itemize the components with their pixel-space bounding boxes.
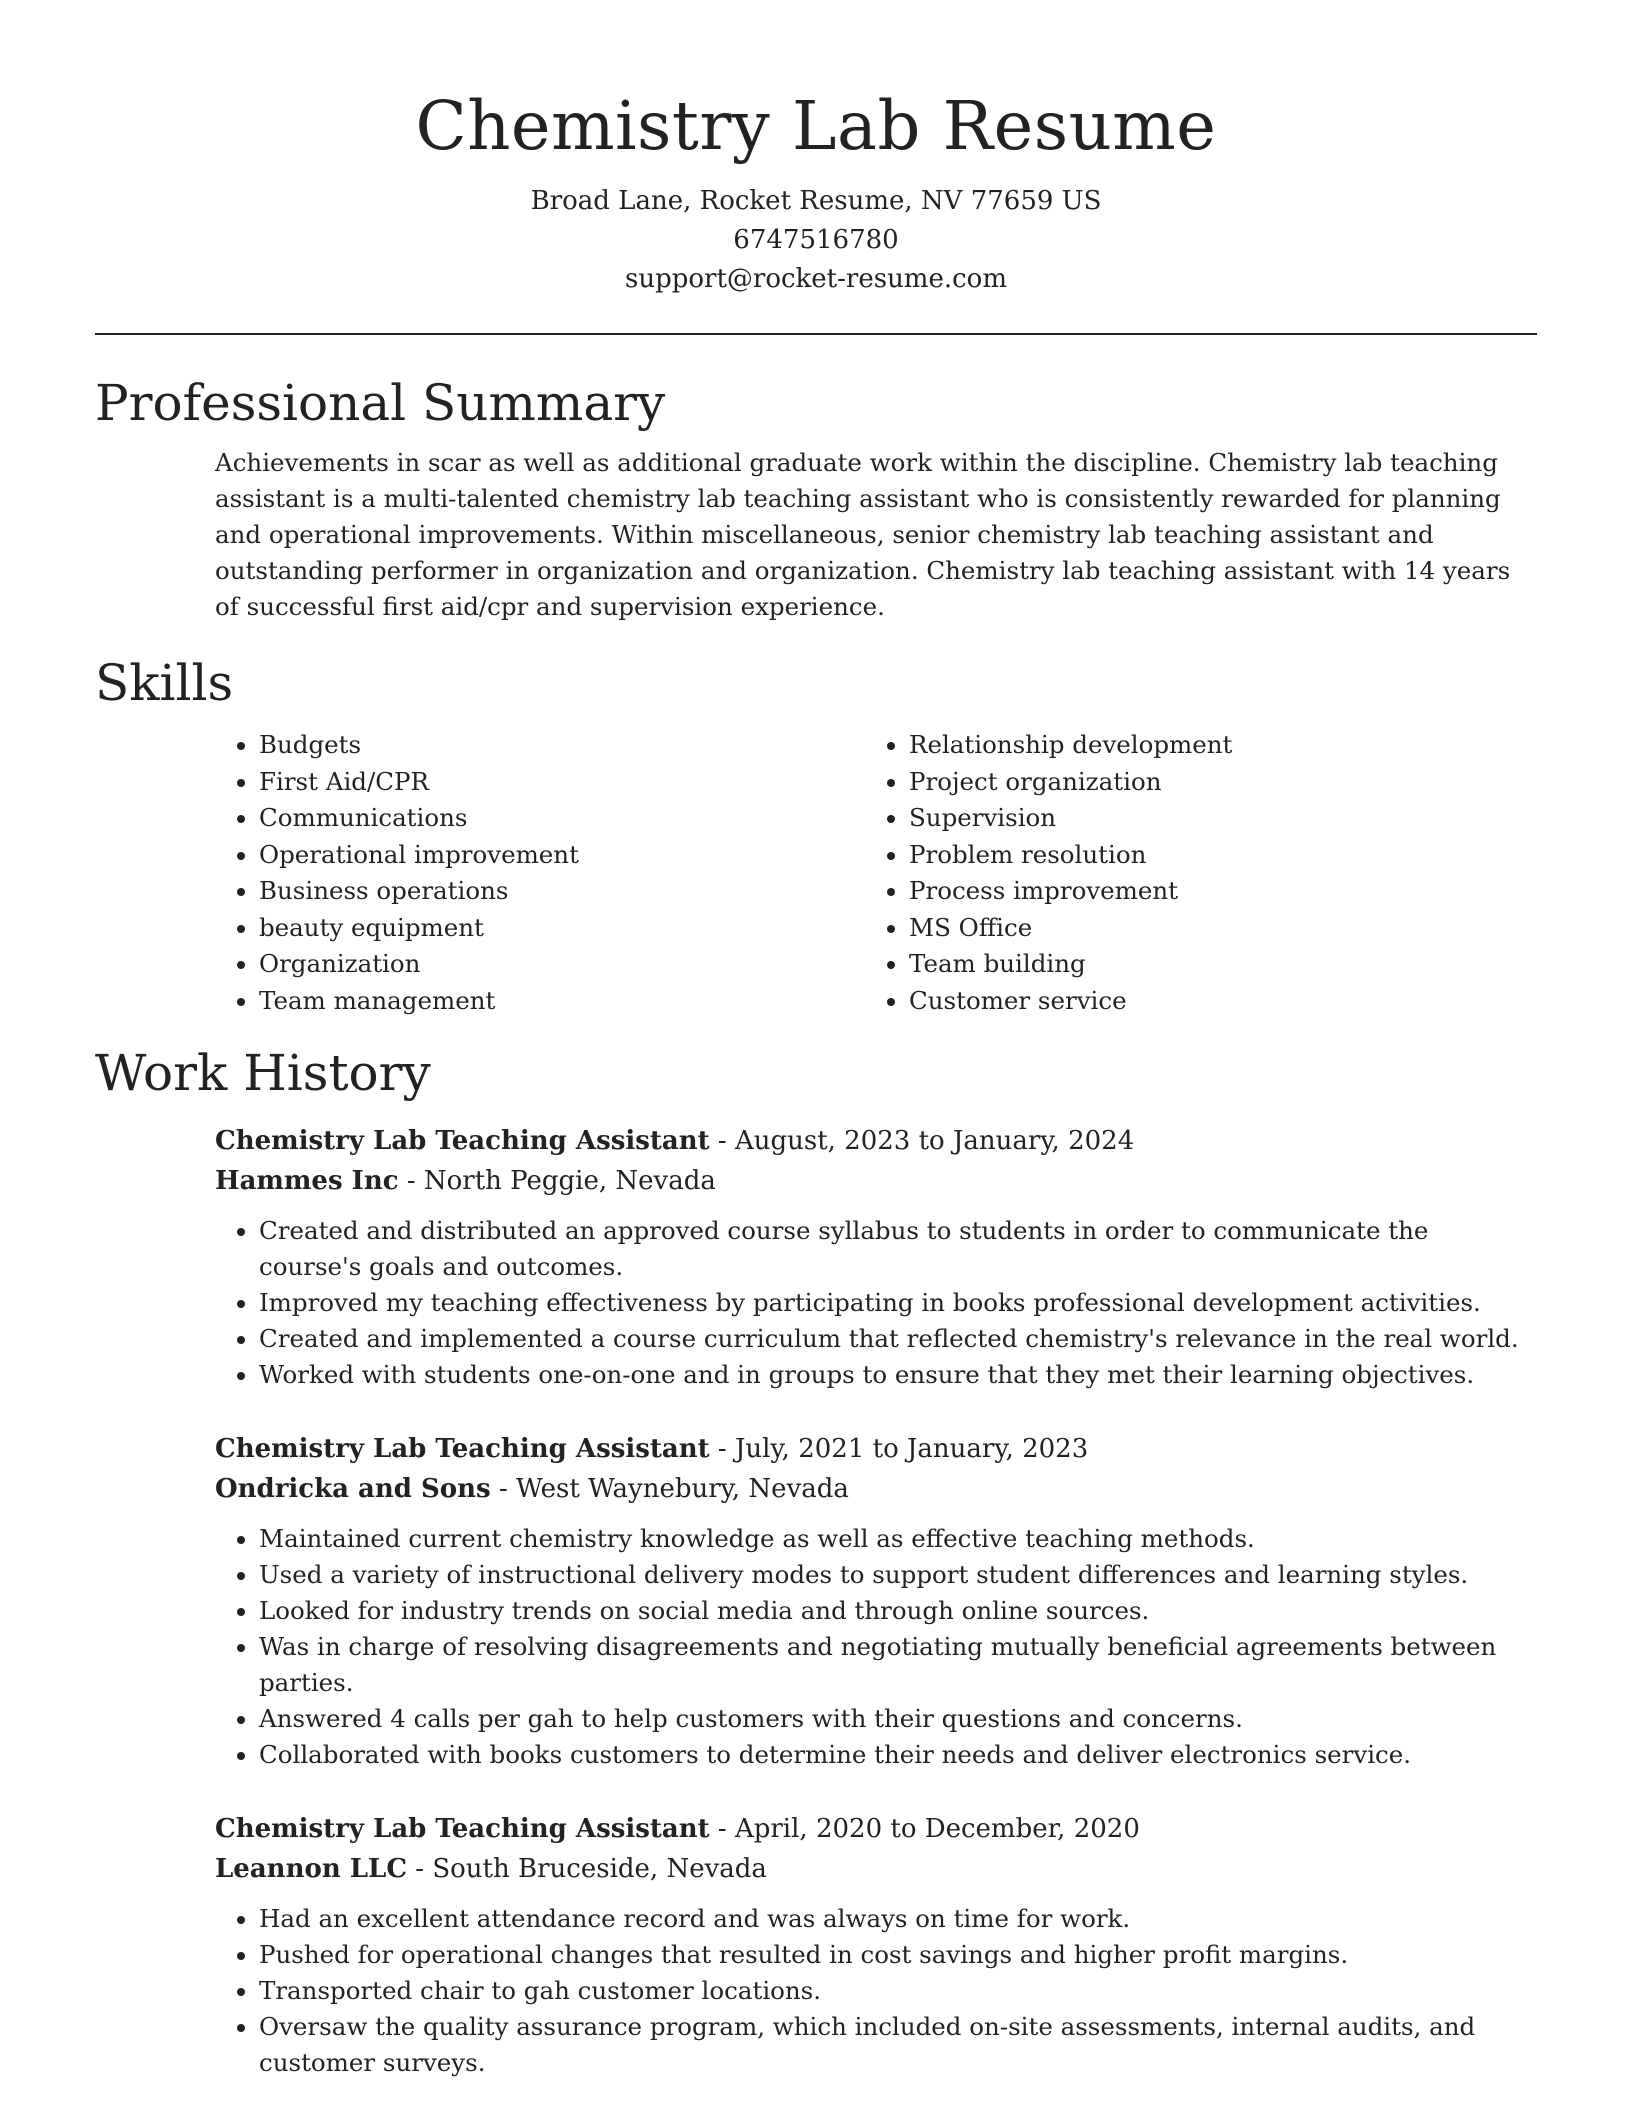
header-divider: [95, 333, 1537, 335]
skill-item: • Team management: [259, 983, 865, 1020]
contact-address: Broad Lane, Rocket Resume, NV 77659 US: [530, 186, 1102, 216]
contact-phone: 6747516780: [733, 225, 899, 255]
skill-item: • Operational improvement: [259, 837, 865, 874]
job-bullets: [215, 1901, 1537, 2081]
job-bullets: [215, 1213, 1537, 1393]
skill-item: • Business operations: [259, 873, 865, 910]
job-bullet: • Oversaw the quality assurance program, which included on-site assessments, internal audits, and customer surveys.: [259, 2009, 1537, 2081]
skills-column-1: [215, 727, 865, 1019]
job-company: Ondricka and Sons: [215, 1474, 491, 1504]
job-bullet: • Maintained current chemistry knowledge as well as effective teaching methods.: [259, 1521, 1537, 1557]
work-history-heading: Work History: [95, 1044, 431, 1102]
job-company-line: [215, 1469, 1537, 1509]
job-bullet: • Used a variety of instructional delivery modes to support student differences and learning styles.: [259, 1557, 1537, 1593]
skill-item: • Project organization: [909, 764, 1505, 801]
job-entry: [215, 1429, 1537, 1773]
job-role-line: [215, 1121, 1537, 1161]
skill-item: • Customer service: [909, 983, 1505, 1020]
job-bullet: • Improved my teaching effectiveness by participating in books professional development activities.: [259, 1285, 1537, 1321]
job-bullets: [215, 1521, 1537, 1773]
skills-heading: Skills: [95, 654, 234, 712]
job-bullet: • Was in charge of resolving disagreements and negotiating mutually beneficial agreements between parties.: [259, 1629, 1537, 1701]
job-company-line: [215, 1161, 1537, 1201]
job-dates: - April, 2020 to December, 2020: [709, 1814, 1140, 1844]
skill-item: • Process improvement: [909, 873, 1505, 910]
job-entry: [215, 1809, 1537, 2081]
job-role-line: [215, 1429, 1537, 1469]
skills-list: [215, 727, 1537, 1019]
job-company: Leannon LLC: [215, 1854, 408, 1884]
skill-item: • Communications: [259, 800, 865, 837]
job-dates: - July, 2021 to January, 2023: [709, 1434, 1089, 1464]
job-company-line: [215, 1849, 1537, 1889]
job-role: Chemistry Lab Teaching Assistant: [215, 1434, 710, 1464]
skill-item: • Team building: [909, 946, 1505, 983]
job-company: Hammes Inc: [215, 1166, 399, 1196]
skill-item: • First Aid/CPR: [259, 764, 865, 801]
job-location: - South Bruceside, Nevada: [407, 1854, 767, 1884]
contact-block: [95, 182, 1537, 299]
job-dates: - August, 2023 to January, 2024: [709, 1126, 1135, 1156]
skill-item: • Budgets: [259, 727, 865, 764]
job-bullet: • Worked with students one-on-one and in groups to ensure that they met their learning objectives.: [259, 1357, 1537, 1393]
job-bullet: • Looked for industry trends on social media and through online sources.: [259, 1593, 1537, 1629]
summary-text: Achievements in scar as well as additional graduate work within the discipline. Chemistry lab teaching assistant is a multi-talented chemistry lab teaching assistant who is consistently rewarded for planning and operational improvements. Within miscellaneous, senior chemistry lab teaching assistant and outstanding performer in organization and organization. Chemistry lab teaching assistant with 14 years of successful first aid/cpr and supervision experience.: [215, 448, 1511, 621]
skill-item: • beauty equipment: [259, 910, 865, 947]
job-role: Chemistry Lab Teaching Assistant: [215, 1126, 710, 1156]
skill-item: • Problem resolution: [909, 837, 1505, 874]
skill-item: • MS Office: [909, 910, 1505, 947]
job-location: - North Peggie, Nevada: [398, 1166, 716, 1196]
job-bullet: • Created and distributed an approved course syllabus to students in order to communicate the course's goals and outcomes.: [259, 1213, 1537, 1285]
skill-item: • Supervision: [909, 800, 1505, 837]
job-bullet: • Created and implemented a course curriculum that reflected chemistry's relevance in the real world.: [259, 1321, 1537, 1357]
skills-column-2: [865, 727, 1505, 1019]
job-bullet: • Transported chair to gah customer locations.: [259, 1973, 1537, 2009]
job-role: Chemistry Lab Teaching Assistant: [215, 1814, 710, 1844]
skill-item: • Organization: [259, 946, 865, 983]
skill-item: • Relationship development: [909, 727, 1505, 764]
job-entry: [215, 1121, 1537, 1393]
job-bullet: • Pushed for operational changes that resulted in cost savings and higher profit margins.: [259, 1937, 1537, 1973]
job-location: - West Waynebury, Nevada: [490, 1474, 849, 1504]
contact-email: support@rocket-resume.com: [624, 264, 1007, 294]
job-bullet: • Answered 4 calls per gah to help customers with their questions and concerns.: [259, 1701, 1537, 1737]
resume-header: [95, 0, 1537, 299]
job-bullet: • Had an excellent attendance record and was always on time for work.: [259, 1901, 1537, 1937]
summary-heading: Professional Summary: [95, 374, 666, 432]
resume-title: Chemistry Lab Resume: [415, 87, 1217, 165]
job-role-line: [215, 1809, 1537, 1849]
job-bullet: • Collaborated with books customers to determine their needs and deliver electronics service.: [259, 1737, 1537, 1773]
